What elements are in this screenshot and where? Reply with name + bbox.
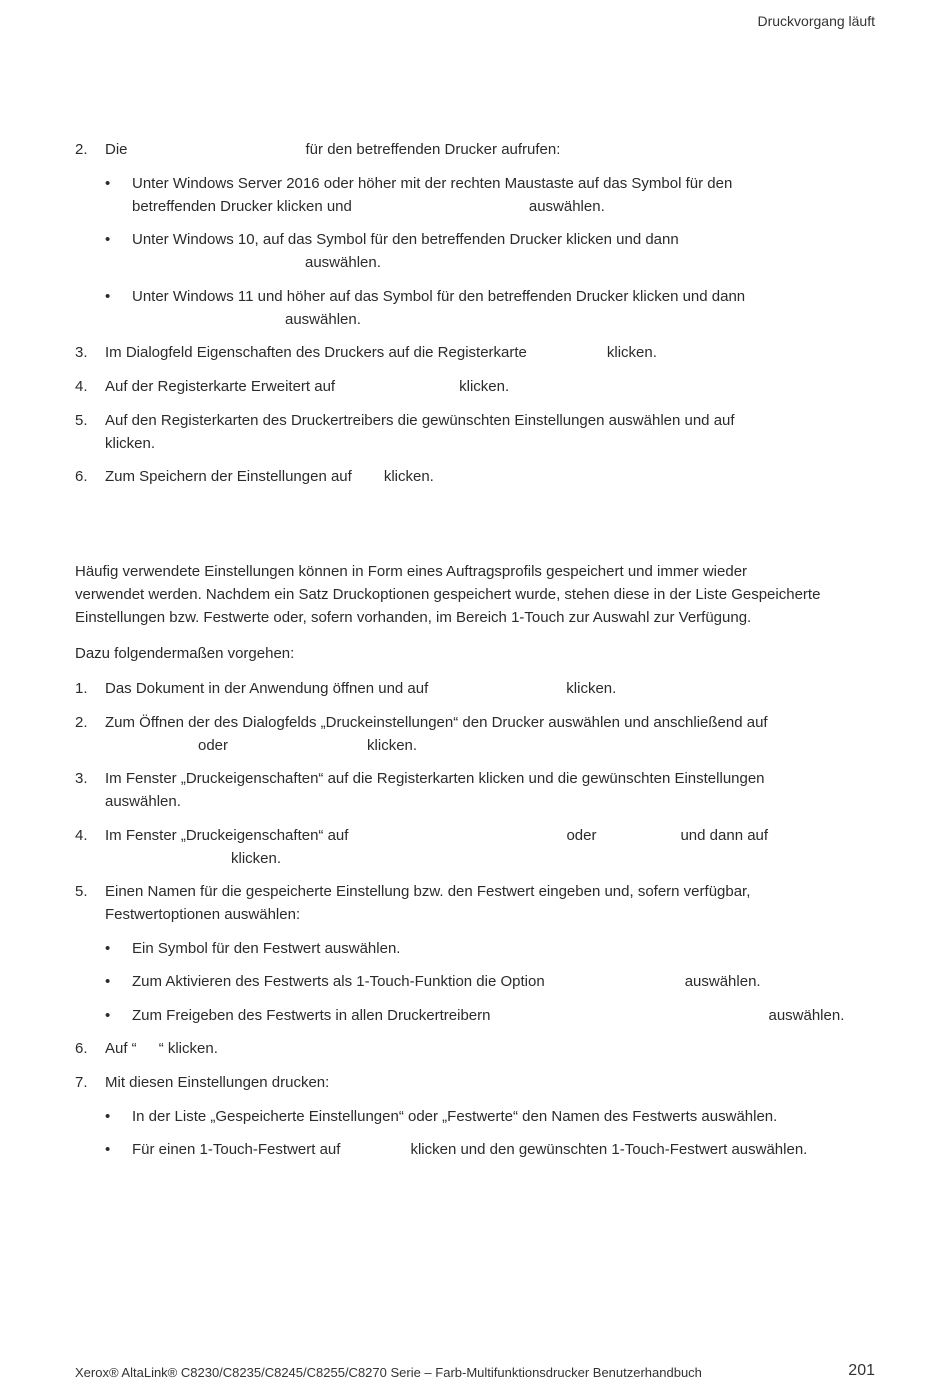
step-text: klicken. [566,680,617,697]
intro-paragraph [75,560,875,629]
bullet-item [105,937,400,960]
bullet-dot: • [105,973,111,990]
bullet-text: Ein Symbol für den Festwert auswählen. [132,940,401,957]
bullet-text: auswählen. [528,198,605,215]
bullet-item [105,970,761,993]
step-item [75,1071,875,1094]
step-text: klicken. [606,344,657,361]
howto-paragraph: Dazu folgendermaßen vorgehen: [75,645,295,662]
step-number: 6. [75,468,88,485]
step-text: für den betreffenden Drucker aufrufen: [305,141,561,158]
bullet-item [105,228,679,274]
running-header: Druckvorgang läuft [757,13,875,29]
bullet-text: In der Liste „Gespeicherte Einstellungen“ oder „Festwerte“ den Namen des Festwerts auswählen. [132,1108,778,1125]
step-item [75,677,875,700]
step-text: Die [105,141,128,158]
step-item [75,465,875,488]
step-text: Mit diesen Einstellungen drucken: [105,1074,330,1091]
bullet-text: Zum Freigeben des Festwerts in allen Druckertreibern [132,1007,491,1024]
step-text: Zum Speichern der Einstellungen auf [105,468,352,485]
step-item [75,880,875,926]
step-number: 5. [75,412,88,429]
bullet-text: auswählen. [684,973,761,990]
step-text: Das Dokument in der Anwendung öffnen und auf [105,680,429,697]
step-number: 3. [75,344,88,361]
step-number: 7. [75,1074,88,1091]
step-text: oder [198,737,229,754]
bullet-item [105,172,732,218]
step-item [75,409,875,455]
bullet-text: Unter Windows 10, auf das Symbol für den betreffenden Drucker klicken und dann [132,231,679,248]
step-number: 6. [75,1040,88,1057]
step-text: klicken. [383,468,434,485]
step-item [75,711,875,757]
step-item [75,138,875,161]
paragraph-line: verwendet werden. Nachdem ein Satz Druckoptionen gespeichert wurde, stehen diese in der Liste Gespeicherte [75,586,821,603]
step-number: 5. [75,883,88,900]
bullet-text: Unter Windows Server 2016 oder höher mit der rechten Maustaste auf das Symbol für den [132,175,733,192]
step-item [75,1037,875,1060]
bullet-dot: • [105,940,111,957]
step-text: Einen Namen für die gespeicherte Einstellung bzw. den Festwert eingeben und, sofern verfügbar, [105,883,751,900]
step-number: 2. [75,714,88,731]
step-item [75,375,875,398]
step-text: Auf “ [105,1040,137,1057]
step-text: klicken. [459,378,510,395]
step-text: “ klicken. [158,1040,218,1057]
bullet-item [105,1138,807,1161]
step-text: klicken. [105,435,156,452]
bullet-dot: • [105,288,111,305]
bullet-text: klicken und den gewünschten 1-Touch-Festwert auswählen. [410,1141,808,1158]
step-item [75,341,875,364]
paragraph-line: Häufig verwendete Einstellungen können in Form eines Auftragsprofils gespeichert und immer wieder [75,563,748,580]
step-text: Zum Öffnen der des Dialogfelds „Druckeinstellungen“ den Drucker auswählen und anschließend auf [105,714,768,731]
step-text: klicken. [367,737,418,754]
step-text: Im Dialogfeld Eigenschaften des Druckers auf die Registerkarte [105,344,527,361]
bullet-item [105,1105,777,1128]
step-text: oder [566,827,597,844]
step-number: 4. [75,378,88,395]
step-text: Im Fenster „Druckeigenschaften“ auf die Registerkarten klicken und die gewünschten Einstellungen [105,770,765,787]
step-text: Festwertoptionen auswählen: [105,906,301,923]
paragraph-line: Einstellungen bzw. Festwerte oder, sofern vorhanden, im Bereich 1-Touch zur Auswahl zur Verfügung. [75,609,752,626]
bullet-text: Zum Aktivieren des Festwerts als 1-Touch-Funktion die Option [132,973,545,990]
page-number: 201 [848,1362,875,1379]
page-footer [75,1362,875,1380]
step-number: 2. [75,141,88,158]
step-number: 4. [75,827,88,844]
bullet-text: betreffenden Drucker klicken und [132,198,352,215]
bullet-dot: • [105,1141,111,1158]
bullet-dot: • [105,231,111,248]
bullet-text: auswählen. [305,254,381,271]
step-text: Im Fenster „Druckeigenschaften“ auf [105,827,349,844]
bullet-dot: • [105,1007,111,1024]
bullet-text: auswählen. [768,1007,845,1024]
bullet-text: Für einen 1-Touch-Festwert auf [132,1141,341,1158]
step-text: Auf den Registerkarten des Druckertreibers die gewünschten Einstellungen auswählen und auf [105,412,735,429]
bullet-text: Unter Windows 11 und höher auf das Symbol für den betreffenden Drucker klicken und dann [132,288,746,305]
step-number: 1. [75,680,88,697]
step-text: klicken. [231,850,282,867]
bullet-text: auswählen. [285,311,361,328]
step-item [75,767,875,813]
step-item [75,824,875,870]
bullet-item [105,1004,844,1027]
step-text: Auf der Registerkarte Erweitert auf [105,378,336,395]
bullet-dot: • [105,175,111,192]
step-text: auswählen. [105,793,181,810]
bullet-item [105,285,745,331]
bullet-dot: • [105,1108,111,1125]
footer-title: Xerox® AltaLink® C8230/C8235/C8245/C8255/C8270 Serie – Farb-Multifunktionsdrucker Benutzerhandbuch [75,1365,702,1380]
step-number: 3. [75,770,88,787]
step-text: und dann auf [680,827,769,844]
